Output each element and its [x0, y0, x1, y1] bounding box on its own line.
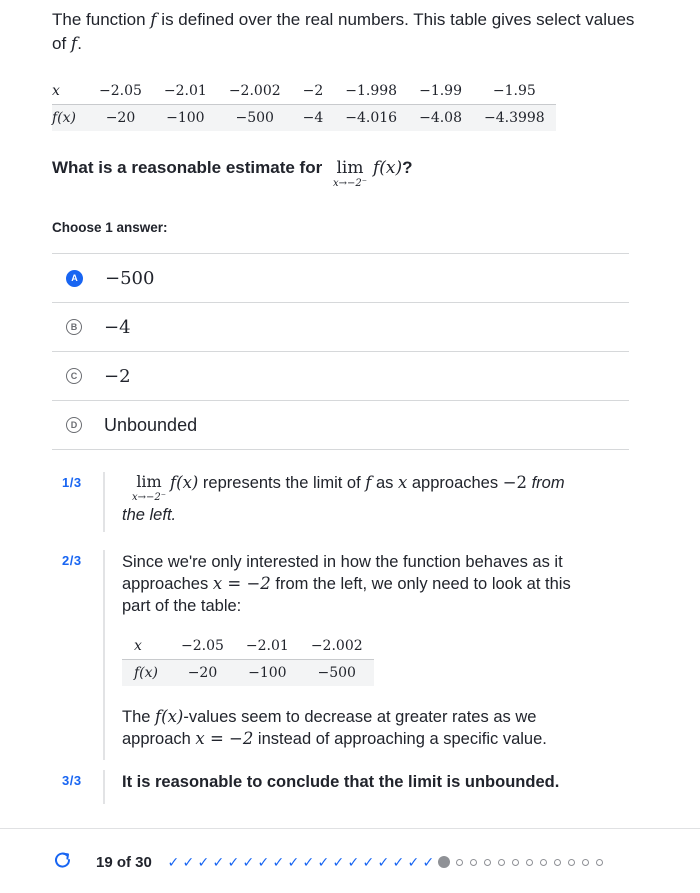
f-value-cell: −500 [218, 105, 292, 132]
x-row [122, 633, 374, 660]
hint-2-conclusion: The f(x)-values seem to decrease at greater rates as we approach x = −2 instead of approaching a specific value. [122, 707, 547, 748]
x-value-cell: −1.99 [408, 78, 473, 105]
pending-dot [596, 859, 603, 866]
footer-divider [0, 828, 700, 829]
pending-dot [582, 859, 589, 866]
choice-b-text: −4 [104, 316, 131, 338]
hint-3-number: 3/3 [62, 773, 82, 788]
f-value-cell: −4.08 [408, 105, 473, 132]
x-row-label: x [52, 78, 88, 105]
completed-check-icon: ✓ [182, 854, 195, 870]
progress-footer [52, 848, 607, 876]
f-row-label: f(x) [52, 105, 88, 132]
refresh-icon[interactable] [52, 849, 74, 876]
hint-1-number: 1/3 [62, 475, 82, 490]
completed-check-icon: ✓ [347, 854, 360, 870]
completed-check-icon: ✓ [377, 854, 390, 870]
hint-3-text: It is reasonable to conclude that the limit is unbounded. [122, 773, 560, 791]
f-value-cell: −4.3998 [473, 105, 556, 132]
completed-check-icon: ✓ [212, 854, 225, 870]
completed-check-icon: ✓ [332, 854, 345, 870]
completed-check-icon: ✓ [287, 854, 300, 870]
choose-label: Choose 1 answer: [52, 220, 168, 235]
choice-b[interactable] [52, 303, 629, 352]
x-value-cell: −2.01 [235, 633, 300, 660]
f-value-cell: −500 [300, 660, 374, 687]
choice-a[interactable] [52, 254, 629, 303]
completed-check-icon: ✓ [242, 854, 255, 870]
pending-dot [456, 859, 463, 866]
completed-check-icon: ✓ [272, 854, 285, 870]
completed-check-icon: ✓ [227, 854, 240, 870]
function-name: f [70, 34, 78, 54]
question-text: What is a reasonable estimate for lim x→−2⁻ f(x)? [52, 158, 413, 189]
choice-c-bubble[interactable]: C [66, 368, 82, 384]
completed-check-icon: ✓ [407, 854, 420, 870]
choice-d[interactable] [52, 401, 629, 450]
completed-check-icon: ✓ [197, 854, 210, 870]
pending-dot [470, 859, 477, 866]
x-value-cell: −1.95 [473, 78, 556, 105]
x-value-cell: −2.05 [88, 78, 153, 105]
limit-expression: lim x→−2⁻ [332, 158, 367, 189]
choice-a-text: −500 [105, 267, 155, 289]
pending-dot [526, 859, 533, 866]
f-value-cell: −20 [170, 660, 235, 687]
completed-check-icon: ✓ [422, 854, 435, 870]
values-table [52, 78, 556, 131]
pending-dot [498, 859, 505, 866]
x-value-cell: −2 [292, 78, 335, 105]
hint-2-text: Since we're only interested in how the function behaves as it approaches x = −2 from the left, we only need to look at this part of the table: [122, 553, 571, 615]
pending-dot [568, 859, 575, 866]
f-value-cell: −100 [235, 660, 300, 687]
choice-a-bubble[interactable]: A [66, 270, 83, 287]
x-value-cell: −2.002 [300, 633, 374, 660]
x-row [52, 78, 556, 105]
x-value-cell: −2.01 [153, 78, 218, 105]
choice-c[interactable] [52, 352, 629, 401]
pending-dot [484, 859, 491, 866]
completed-check-icon: ✓ [167, 854, 180, 870]
question-count: 19 of 30 [96, 853, 152, 871]
f-row [52, 105, 556, 132]
current-dot [438, 856, 450, 868]
pending-dot [512, 859, 519, 866]
x-value-cell: −2.05 [170, 633, 235, 660]
function-name: f [150, 10, 157, 30]
choice-d-text: Unbounded [104, 414, 198, 435]
f-row-label: f(x) [122, 660, 170, 687]
hint-2-number: 2/3 [62, 553, 82, 568]
x-value-cell: −1.998 [334, 78, 408, 105]
hint-1-text: lim x→−2⁻ f(x) represents the limit of f as x approaches −2 from the left. [122, 472, 565, 524]
f-value-cell: −100 [153, 105, 218, 132]
pending-dot [540, 859, 547, 866]
choice-c-text: −2 [104, 365, 131, 387]
f-value-cell: −4.016 [334, 105, 408, 132]
f-value-cell: −20 [88, 105, 153, 132]
answer-choices [52, 253, 629, 450]
choice-b-bubble[interactable]: B [66, 319, 82, 335]
choice-d-bubble[interactable]: D [66, 417, 82, 433]
completed-check-icon: ✓ [302, 854, 315, 870]
completed-check-icon: ✓ [392, 854, 405, 870]
problem-statement: The function f is defined over the real numbers. This table gives select values of f. [52, 10, 635, 54]
completed-check-icon: ✓ [362, 854, 375, 870]
completed-check-icon: ✓ [257, 854, 270, 870]
completed-check-icon: ✓ [317, 854, 330, 870]
x-row-label: x [122, 633, 170, 660]
progress-indicator [166, 855, 607, 869]
hint-values-table [122, 633, 374, 686]
f-value-cell: −4 [292, 105, 335, 132]
f-row [122, 660, 374, 687]
pending-dot [554, 859, 561, 866]
x-value-cell: −2.002 [218, 78, 292, 105]
